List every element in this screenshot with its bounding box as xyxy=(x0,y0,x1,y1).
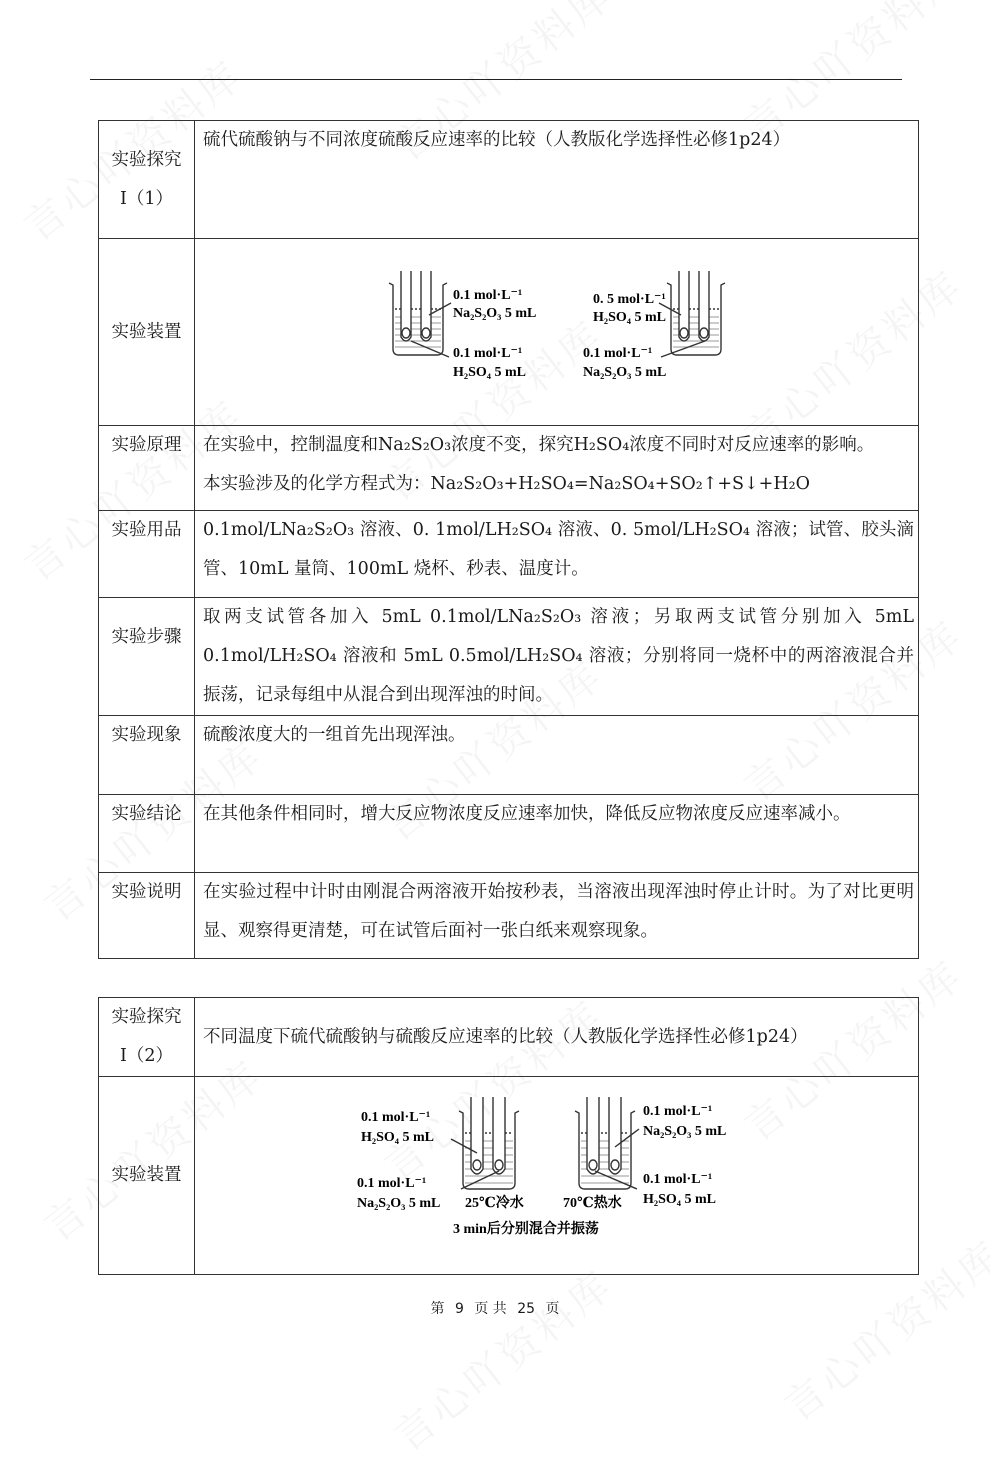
beaker-cold xyxy=(451,1097,519,1189)
exp1-conclusion-text: 在其他条件相同时，增大反应物浓度反应速率加快，降低反应物浓度反应速率减小。 xyxy=(203,804,851,824)
exp1-steps-label xyxy=(99,598,195,716)
exp1-conclusion-label-text: 实验结论 xyxy=(111,804,182,824)
exp1-principle-label xyxy=(99,426,195,511)
exp2-label: 实验探究 xyxy=(111,1007,182,1027)
exp2-hot-water-label: 70℃热水 xyxy=(562,1196,622,1211)
exp1-right-bottom-line1: 0.1 mol·L⁻¹ xyxy=(582,345,652,361)
exp2-left-top-line1: 0.1 mol·L⁻¹ xyxy=(360,1110,430,1125)
exp1-left-bottom-line1: 0.1 mol·L⁻¹ xyxy=(452,345,522,361)
beaker-hot xyxy=(575,1097,639,1189)
beaker-left xyxy=(389,271,451,357)
footer-prefix: 第 xyxy=(430,1301,445,1317)
exp1-notes-label-text: 实验说明 xyxy=(111,882,182,902)
exp1-apparatus-label-text: 实验装置 xyxy=(111,321,182,342)
page-footer xyxy=(0,1298,990,1318)
exp2-title-text: 不同温度下硫代硫酸钠与硫酸反应速率的比较（人教版化学选择性必修1p24） xyxy=(203,1026,808,1047)
exp2-figure-caption: 3 min后分别混合并振荡 xyxy=(452,1222,599,1237)
exp1-principle-label-text: 实验原理 xyxy=(111,435,182,455)
exp1-label-number: Ⅰ（1） xyxy=(119,188,174,209)
exp2-title xyxy=(195,998,919,1077)
exp1-title xyxy=(195,121,919,239)
exp1-steps xyxy=(195,598,919,716)
exp1-title-text: 硫代硫酸钠与不同浓度硫酸反应速率的比较（人教版化学选择性必修1p24） xyxy=(203,130,791,150)
exp1-left-top-line1: 0.1 mol·L⁻¹ xyxy=(452,287,522,303)
exp2-right-bottom-line1: 0.1 mol·L⁻¹ xyxy=(642,1172,712,1187)
exp2-apparatus-figure xyxy=(195,1077,919,1275)
exp2-right-top-line1: 0.1 mol·L⁻¹ xyxy=(642,1104,712,1119)
exp1-principle xyxy=(195,426,919,511)
exp1-right-top-line1: 0. 5 mol·L⁻¹ xyxy=(592,291,666,307)
exp1-phenomenon-text: 硫酸浓度大的一组首先出现浑浊。 xyxy=(203,725,466,745)
exp2-left-bottom-line2: Na₂S₂O₃ 5 mL xyxy=(356,1196,440,1211)
experiment-2-table xyxy=(98,997,919,1275)
footer-suffix: 页 xyxy=(545,1301,560,1317)
exp1-conclusion-label xyxy=(99,795,195,873)
exp1-conclusion xyxy=(195,795,919,873)
exp1-principle-line2: 本实验涉及的化学方程式为：Na₂S₂O₃+H₂SO₄=Na₂SO₄+SO₂↑+S↓+H₂O xyxy=(203,474,810,494)
exp1-materials-text: 0.1mol/LNa₂S₂O₃ 溶液、0. 1mol/LH₂SO₄ 溶液、0. 5mol/LH₂SO₄ 溶液；试管、胶头滴管、10mL 量筒、100mL 烧杯、秒表、温度计。 xyxy=(203,520,914,579)
footer-page-number: 9 xyxy=(454,1301,464,1317)
exp2-cold-water-label: 25℃冷水 xyxy=(464,1196,524,1211)
exp2-label-number: Ⅰ（2） xyxy=(119,1046,174,1066)
exp2-apparatus-label xyxy=(99,1077,195,1275)
exp1-label-cell xyxy=(99,121,195,239)
exp2-label-cell xyxy=(99,998,195,1077)
exp1-apparatus-diagram xyxy=(387,265,727,385)
exp1-phenomenon-label xyxy=(99,716,195,795)
exp1-right-bottom-line2: Na₂S₂O₃ 5 mL xyxy=(582,364,666,380)
exp2-left-top-line2: H₂SO₄ 5 mL xyxy=(360,1130,434,1145)
experiment-1-table xyxy=(98,120,919,959)
exp1-principle-line1: 在实验中，控制温度和Na₂S₂O₃浓度不变，探究H₂SO₄浓度不同时对反应速率的影响。 xyxy=(203,435,875,455)
footer-total-pages: 25 xyxy=(517,1301,536,1317)
exp1-steps-text: 取两支试管各加入 5mL 0.1mol/LNa₂S₂O₃ 溶液；另取两支试管分别加入 5mL 0.1mol/LH₂SO₄ 溶液和 5mL 0.5mol/LH₂SO₄ 溶液；分别将同一烧杯中的两溶液混合并振荡，记录每组中从混合到出现浑浊的时间。 xyxy=(203,607,914,705)
exp1-apparatus-figure xyxy=(195,239,919,426)
exp1-apparatus-label xyxy=(99,239,195,426)
exp1-right-top-line2: H₂SO₄ 5 mL xyxy=(592,309,666,325)
exp1-steps-label-text: 实验步骤 xyxy=(111,627,182,647)
watermark xyxy=(380,1255,623,1462)
footer-middle: 页 共 xyxy=(474,1301,507,1317)
exp1-left-bottom-line2: H₂SO₄ 5 mL xyxy=(452,364,526,380)
header-rule xyxy=(90,79,902,80)
exp2-apparatus-label-text: 实验装置 xyxy=(111,1165,182,1185)
exp1-materials-label xyxy=(99,511,195,598)
exp1-phenomenon-label-text: 实验现象 xyxy=(111,725,182,745)
exp1-materials xyxy=(195,511,919,598)
beaker-right xyxy=(659,271,725,357)
exp1-phenomenon xyxy=(195,716,919,795)
exp2-left-bottom-line1: 0.1 mol·L⁻¹ xyxy=(356,1176,426,1191)
exp1-notes-text: 在实验过程中计时由刚混合两溶液开始按秒表，当溶液出现浑浊时停止计时。为了对比更明显、观察得更清楚，可在试管后面衬一张白纸来观察现象。 xyxy=(203,882,914,941)
exp1-notes xyxy=(195,873,919,959)
exp1-notes-label xyxy=(99,873,195,959)
exp1-materials-label-text: 实验用品 xyxy=(111,520,182,540)
exp1-label: 实验探究 xyxy=(111,149,182,170)
exp2-right-top-line2: Na₂S₂O₃ 5 mL xyxy=(642,1124,726,1139)
exp1-left-top-line2: Na₂S₂O₃ 5 mL xyxy=(452,305,536,321)
exp2-right-bottom-line2: H₂SO₄ 5 mL xyxy=(642,1192,716,1207)
exp2-apparatus-diagram xyxy=(357,1093,757,1243)
